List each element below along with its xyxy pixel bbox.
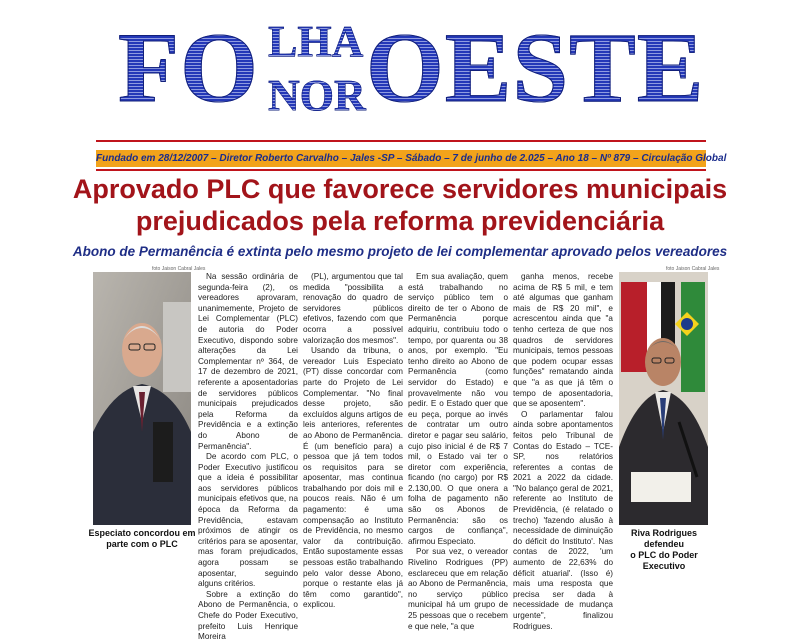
article-column-4 — [513, 272, 613, 631]
masthead-nor: NOR — [268, 71, 366, 120]
top-rule — [96, 140, 706, 142]
col3-paragraph: Em sua avaliação, quem está trabalhando no serviço público tem o direito de ter o Abono de Permanência porque adquiriu, contribuiu todo o tempo, por quarenta ou 38 anos, por exemplo. "Eu tenho direito ao Abono de Permanência (como servidor do Estado) e provavelmente não vou pedir. E o Estado quer que eu peça, porque ao invés de contratar um outro diretor e pagar seu salário, cujo piso inicial é de R$ 7 mil, o Estado vai ter o diretor com experiência, ficando (no cargo) por R$ 2.130,00. O que onera a folha de pagamento não são os Abonos de Permanência: são os cargos de confiança", afirmou Especiato. — [408, 272, 508, 546]
col1-paragraph: De acordo com PLC, o Poder Executivo justificou que a ideia é possibilitar aos servidores públicos municipais efetivos que, na época da Reforma da Previdência, estavam próximos de atingir os critérios para se aposentar, mas foram prejudicados, agora possam se aposentar, seguindo alguns critérios. — [198, 452, 298, 589]
right-photo-credit: foto Jaison Cabral Jales — [666, 266, 720, 272]
left-photo — [93, 272, 191, 525]
right-photo — [619, 272, 708, 525]
masthead-oeste: OESTE — [366, 12, 705, 123]
info-bar-text: Fundado em 28/12/2007 – Diretor Roberto Carvalho – Jales -SP – Sábado – 7 de junho de 2.025 – Ano 18 – Nº 879 – Circulação Global — [96, 153, 727, 164]
right-caption-line-2: o PLC do Poder Executivo — [630, 550, 698, 571]
masthead — [0, 0, 800, 140]
bottom-rule — [96, 169, 706, 171]
col1-paragraph: Sobre a extinção do Abono de Permanência, o Chefe do Poder Executivo, prefeito Luis Henrique Moreira — [198, 589, 298, 642]
headline-line-1: Aprovado PLC que favorece servidores municipais — [72, 174, 728, 204]
headline-line-2: prejudicados pela reforma previdenciária — [135, 206, 665, 236]
subheadline: Abono de Permanência é extinta pelo mesmo projeto de lei complementar aprovado pelos vereadores — [72, 244, 728, 259]
article-column-1 — [198, 272, 298, 642]
col4-paragraph: ganha menos, recebe acima de R$ 5 mil, e tem até algumas que ganham mais de R$ 20 mil", e acrescentou ainda que "a tenho certeza de que nos quadros de servidores municipais, temos pessoas que podem ocupar essas funções" rematando ainda que "a as que já têm o tempo de aposentadoria, que se aposentem". — [513, 272, 613, 409]
left-photo-credit: foto Jaison Cabral Jales — [152, 266, 206, 272]
masthead-lha: LHA — [268, 17, 364, 66]
col1-paragraph: Na sessão ordinária de segunda-feira (2), os vereadores aprovaram, unanimemente, Projeto de Lei Complementar (PLC) de autoria do Poder Executivo, dispondo sobre alterações da Lei Complementar nº 364, de 17 de dezembro de 2021, referente a aposentadorias de servidores públicos municipais prejudicados pela Reforma da Previdência e a extinção do Abono de Permanência". — [198, 272, 298, 451]
article-column-2 — [303, 272, 403, 610]
right-photo-caption — [614, 528, 714, 572]
article-column-3 — [408, 272, 508, 631]
left-photo-caption — [88, 528, 196, 550]
left-caption-line-2: parte com o PLC — [106, 539, 178, 549]
col4-paragraph: O parlamentar falou ainda sobre apontamentos feitos pelo Tribunal de Contas do Estado – TCE-SP, nos relatórios referentes a contas de 2021 a 2022 da cidade. "No balanço geral de 2021, referente ao Instituto de Previdência, (é relatado o trecho) 'fazendo alusão à necessidade de diminuição do déficit do Instituto'. Nas contas de 2022, 'um aumento de 22,63% do déficit atuarial'. (Isso é) mais uma resposta que precisa ser dada à necessidade de mudança urgente", finalizou Rodrigues. — [513, 409, 613, 631]
col3-paragraph: Por sua vez, o vereador Rivelino Rodrigues (PP) esclareceu que em relação ao Abono de Permanência, no serviço público municipal há um grupo de 25 pessoas que o recebem e que nele, "a que — [408, 547, 508, 631]
info-bar — [96, 150, 727, 167]
col2-paragraph: Usando da tribuna, o vereador Luis Especiato (PT) disse concordar com parte do Projeto de Lei Complementar. "No final desse projeto, são excluídos alguns artigos de leis anteriores, referentes ao Abono de Permanência. É (um benefício para) a pessoa que já tem todos os requisitos para se aposentar, mas continua trabalhando por dois mil e poucos reais. Não é um pagamento: é uma compensação ao Instituto de Previdência, no mesmo valor da contribuição. Então supostamente essas pessoas estão trabalhando pelo valor desse Abono, porque o restante elas já têm como garantido", explicou. — [303, 346, 403, 610]
masthead-fo: FO — [118, 12, 259, 123]
right-caption-line-1: Riva Rodrigues defendeu — [630, 528, 697, 549]
col2-paragraph: (PL), argumentou que tal medida "possibilita a renovação do quadro de servidores públicos efetivos, fazendo com que ocorra a possível valorização dos mesmos". — [303, 272, 403, 345]
left-caption-line-1: Especiato concordou em — [88, 528, 196, 538]
